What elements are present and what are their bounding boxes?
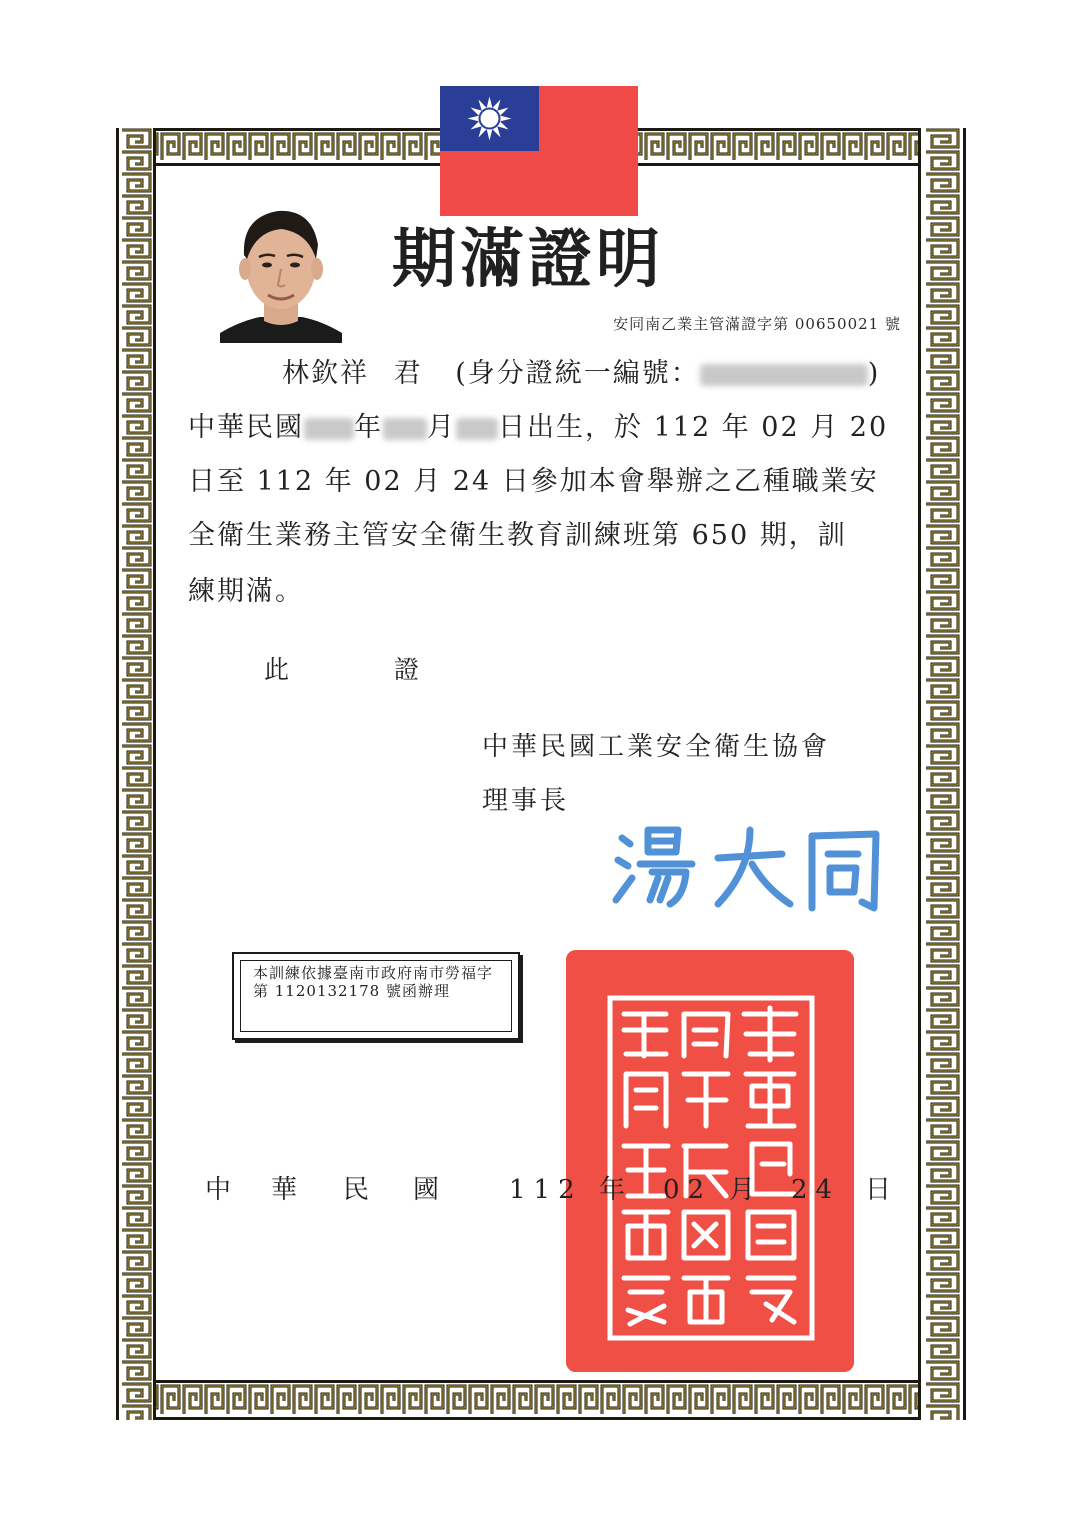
body-line-completion: 練期滿。 <box>188 576 304 607</box>
meander-border-bottom <box>116 1380 966 1420</box>
birth-year-unit: 年 <box>354 412 383 443</box>
attest-char-2: 證 <box>394 655 420 684</box>
birth-year-redacted <box>304 418 354 440</box>
birth-month-redacted <box>383 418 427 440</box>
date-era-char-4: 國 <box>413 1175 440 1205</box>
recipient-honorific: 君 <box>393 358 423 389</box>
id-number-redacted <box>700 364 868 386</box>
birth-month-unit: 月 <box>427 412 456 443</box>
id-number-close: ) <box>867 358 881 389</box>
date-day-unit: 日 <box>865 1175 892 1205</box>
recipient-line <box>282 354 904 394</box>
white-sun-icon <box>440 86 539 151</box>
issue-date <box>205 1170 893 1210</box>
certificate-title: 期滿證明 <box>392 223 664 297</box>
meander-border-left <box>116 128 156 1420</box>
body-line-class: 全衛生業務主管安全衛生教育訓練班第 650 期，訓 <box>188 520 847 551</box>
id-number-label: (身分證統一編號： <box>455 358 700 389</box>
issuer-title: 理事長 <box>482 786 570 816</box>
date-year: 112 <box>509 1175 583 1205</box>
birth-era: 中華民國 <box>188 412 304 443</box>
date-month: 02 <box>663 1175 713 1205</box>
chairman-signature <box>600 808 900 918</box>
official-seal <box>566 950 854 1372</box>
meander-border-right <box>918 128 966 1420</box>
recipient-name: 林欽祥 <box>282 358 369 389</box>
date-era-char-3: 民 <box>343 1175 370 1205</box>
portrait-photo <box>220 193 342 343</box>
certificate-number: 安同南乙業主管滿證字第 00650021 號 <box>613 315 901 333</box>
date-era-char-1: 中 <box>205 1175 232 1205</box>
birth-line-tail: 日出生，於 112 年 02 月 20 <box>498 412 889 443</box>
date-month-unit: 月 <box>729 1175 756 1205</box>
date-day: 24 <box>791 1175 841 1205</box>
body-line-birth <box>188 408 904 448</box>
date-era-char-2: 華 <box>271 1175 298 1205</box>
attest-char-1: 此 <box>264 655 290 684</box>
legal-basis-note-text: 本訓練依據臺南市政府南市勞福字第 1120132178 號函辦理 <box>240 960 512 1032</box>
legal-basis-note <box>232 952 520 1040</box>
roc-flag-icon <box>440 86 638 216</box>
body-line-course: 日至 112 年 02 月 24 日參加本會舉辦之乙種職業安 <box>188 466 879 497</box>
birth-day-redacted <box>456 418 498 440</box>
date-year-unit: 年 <box>599 1175 626 1205</box>
issuer-organization: 中華民國工業安全衛生協會 <box>482 732 831 762</box>
flag-canton <box>440 86 539 151</box>
